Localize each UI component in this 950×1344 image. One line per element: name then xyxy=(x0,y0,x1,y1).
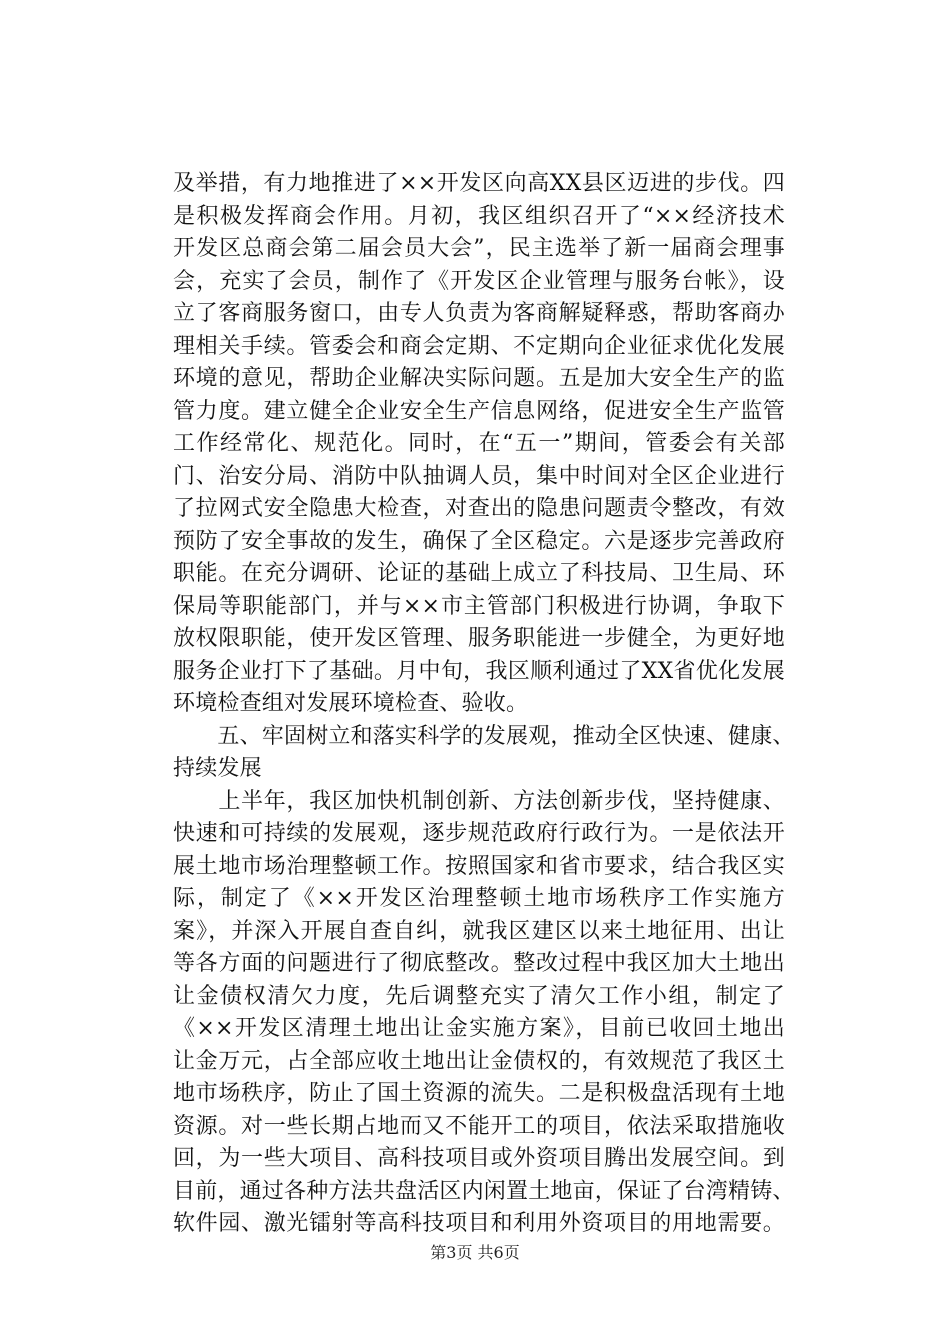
text-line: 是积极发挥商会作用。月初，我区组织召开了“××经济技术 xyxy=(173,203,785,229)
text-line: 职能。在充分调研、论证的基础上成立了科技局、卫生局、环 xyxy=(173,561,785,586)
text-line: 环境的意见，帮助企业解决实际问题。五是加大安全生产的监 xyxy=(173,366,785,391)
text-line: 会，充实了会员，制作了《开发区企业管理与服务台帐》，设 xyxy=(173,268,785,294)
text-line: 让金万元，占全部应收土地出让金债权的，有效规范了我区土 xyxy=(173,1048,785,1074)
text-line: 理相关手续。管委会和商会定期、不定期向企业征求优化发展 xyxy=(173,333,785,359)
text-line: 际，制定了《××开发区治理整顿土地市场秩序工作实施方 xyxy=(173,886,785,911)
text-line: 地市场秩序，防止了国土资源的流失。二是积极盘活现有土地 xyxy=(173,1081,785,1106)
text-line: 等各方面的问题进行了彻底整改。整改过程中我区加大土地出 xyxy=(173,951,785,976)
text-line: 放权限职能，使开发区管理、服务职能进一步健全，为更好地 xyxy=(173,626,785,651)
text-line: 五、牢固树立和落实科学的发展观，推动全区快速、健康、 xyxy=(173,723,795,749)
text-line: 及举措，有力地推进了××开发区向高XX县区迈进的步伐。四 xyxy=(173,171,785,196)
text-line: 工作经常化、规范化。同时，在“五一”期间，管委会有关部 xyxy=(173,431,785,456)
text-line: 立了客商服务窗口，由专人负责为客商解疑释惑，帮助客商办 xyxy=(173,301,785,326)
text-line: 快速和可持续的发展观，逐步规范政府行政行为。一是依法开 xyxy=(173,821,785,846)
text-line: 开发区总商会第二届会员大会”，民主选举了新一届商会理事 xyxy=(173,236,785,261)
text-line: 服务企业打下了基础。月中旬，我区顺利通过了XX省优化发展 xyxy=(173,658,785,684)
text-line: 管力度。建立健全企业安全生产信息网络，促进安全生产监管 xyxy=(173,398,785,424)
text-line: 资源。对一些长期占地而又不能开工的项目，依法采取措施收 xyxy=(173,1113,785,1139)
document-body xyxy=(173,168,795,1241)
text-line: 了拉网式安全隐患大检查，对查出的隐患问题责令整改，有效 xyxy=(173,496,785,521)
page-footer: 第3页 共6页 xyxy=(430,1243,520,1262)
text-line: 环境检查组对发展环境检查、验收。 xyxy=(173,691,529,716)
text-line: 持续发展 xyxy=(173,756,262,781)
text-line: 上半年，我区加快机制创新、方法创新步伐，坚持健康、 xyxy=(173,788,785,814)
text-line: 回，为一些大项目、高科技项目或外资项目腾出发展空间。到 xyxy=(173,1146,785,1171)
text-line: 《××开发区清理土地出让金实施方案》，目前已收回土地出 xyxy=(173,1016,785,1041)
text-line: 软件园、激光镭射等高科技项目和利用外资项目的用地需要。 xyxy=(173,1211,785,1236)
text-line: 目前，通过各种方法共盘活区内闲置土地亩，保证了台湾精铸、 xyxy=(173,1178,795,1204)
text-line: 展土地市场治理整顿工作。按照国家和省市要求，结合我区实 xyxy=(173,853,785,879)
text-line: 让金债权清欠力度，先后调整充实了清欠工作小组，制定了 xyxy=(173,983,785,1009)
text-line: 门、治安分局、消防中队抽调人员，集中时间对全区企业进行 xyxy=(173,463,785,489)
text-line: 案》，并深入开展自查自纠，就我区建区以来土地征用、出让 xyxy=(173,918,785,944)
text-line: 预防了安全事故的发生，确保了全区稳定。六是逐步完善政府 xyxy=(173,528,785,554)
text-line: 保局等职能部门，并与××市主管部门积极进行协调，争取下 xyxy=(173,593,785,619)
